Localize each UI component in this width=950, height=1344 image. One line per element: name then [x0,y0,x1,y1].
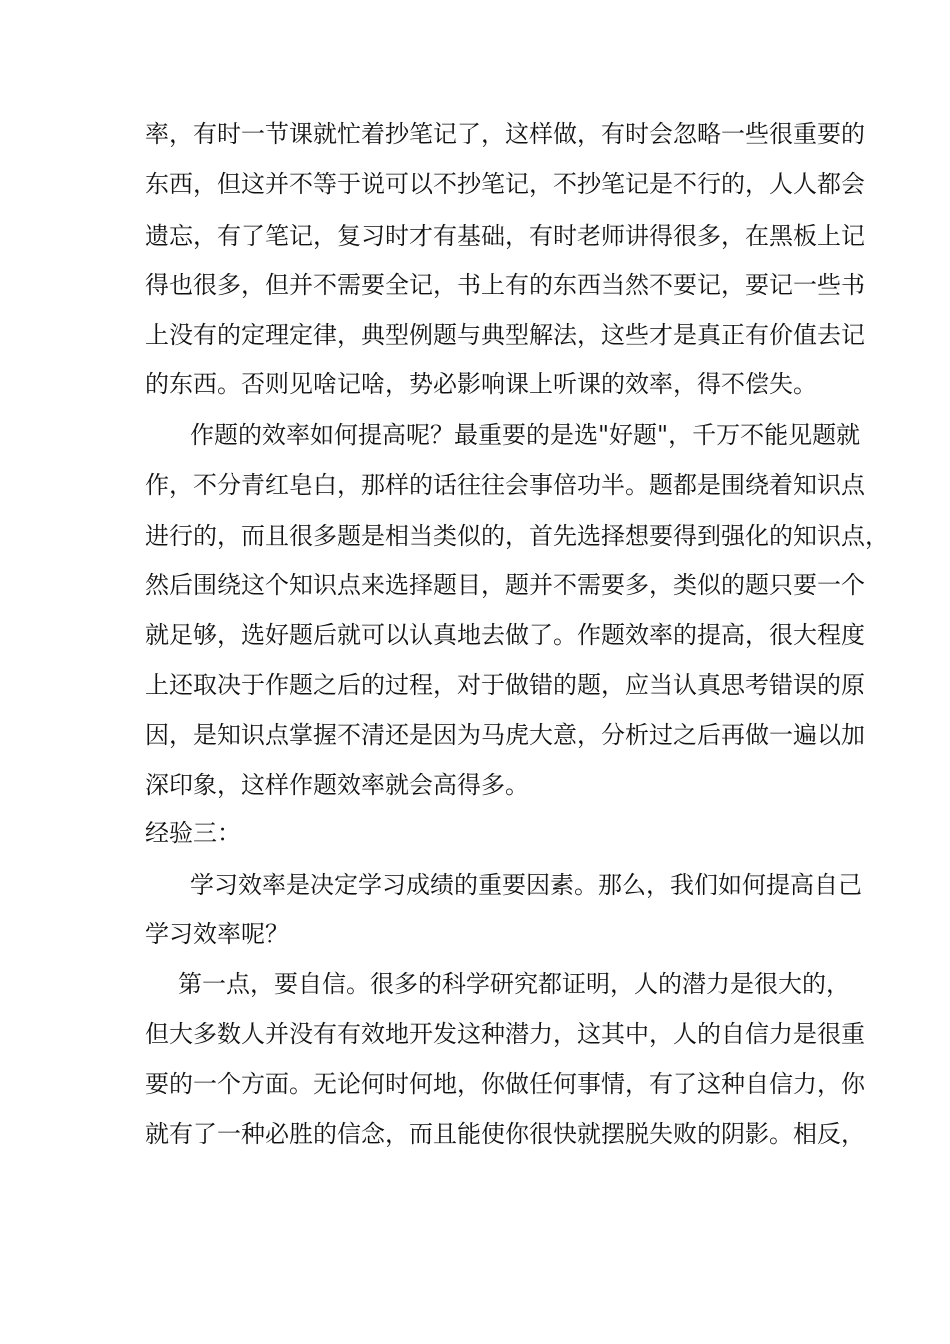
text-line: 进行的，而且很多题是相当类似的，首先选择想要得到强化的知识点， [145,522,889,550]
text-line: 但大多数人并没有有效地开发这种潜力，这其中，人的自信力是很重 [145,1020,865,1048]
text-line: 就有了一种必胜的信念，而且能使你很快就摆脱失败的阴影。相反， [145,1120,865,1148]
paragraph-first-line: 学习效率是决定学习成绩的重要因素。那么，我们如何提高自己 [190,871,862,899]
text-line: 遗忘，有了笔记，复习时才有基础，有时老师讲得很多，在黑板上记 [145,222,865,250]
text-line: 率，有时一节课就忙着抄笔记了，这样做，有时会忽略一些很重要的 [145,120,865,148]
text-line: 就足够，选好题后就可以认真地去做了。作题效率的提高，很大程度 [145,621,865,649]
paragraph-first-line: 作题的效率如何提高呢？最重要的是选"好题"，千万不能见题就 [190,421,861,449]
text-line: 深印象，这样作题效率就会高得多。 [145,771,529,799]
text-line: 因，是知识点掌握不清还是因为马虎大意，分析过之后再做一遍以加 [145,721,865,749]
text-line: 得也很多，但并不需要全记，书上有的东西当然不要记，要记一些书 [145,271,865,299]
text-line: 上还取决于作题之后的过程，对于做错的题，应当认真思考错误的原 [145,671,865,699]
text-line: 然后围绕这个知识点来选择题目，题并不需要多，类似的题只要一个 [145,571,865,599]
text-line: 作，不分青红皂白，那样的话往往会事倍功半。题都是围绕着知识点 [145,471,865,499]
text-line: 的东西。否则见啥记啥，势必影响课上听课的效率，得不偿失。 [145,370,817,398]
text-line: 学习效率呢？ [145,920,289,948]
text-line: 东西，但这并不等于说可以不抄笔记，不抄笔记是不行的，人人都会 [145,170,865,198]
section-heading: 经验三： [145,819,241,847]
text-line: 上没有的定理定律，典型例题与典型解法，这些才是真正有价值去记 [145,321,865,349]
text-line: 要的一个方面。无论何时何地，你做任何事情，有了这种自信力，你 [145,1070,865,1098]
paragraph-first-line: 第一点，要自信。很多的科学研究都证明，人的潜力是很大的， [178,970,850,998]
